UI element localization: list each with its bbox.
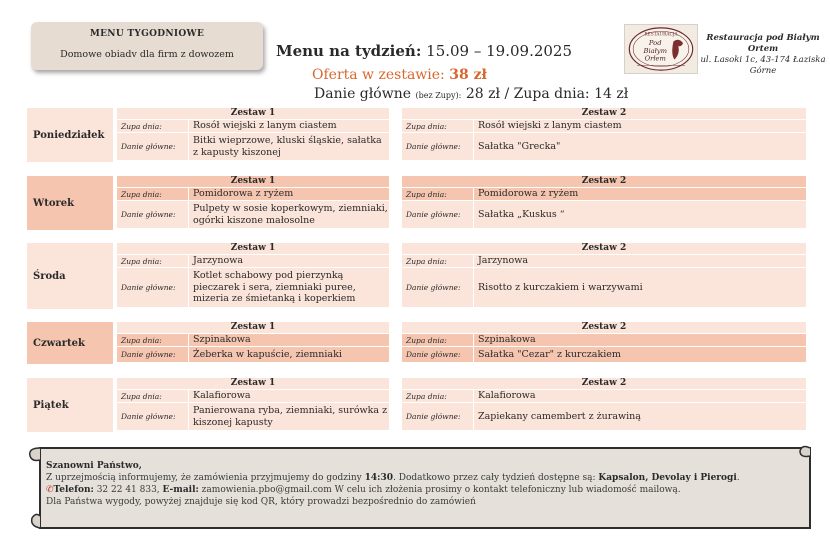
main-row <box>117 267 389 307</box>
main-value: Sałatka "Cezar" z kurczakiem <box>478 348 621 360</box>
footer-line1-end: . <box>736 473 740 483</box>
offer-label: Oferta w zestawie: <box>312 67 445 83</box>
soup-label: Zupa dnia: <box>117 188 189 200</box>
soup-label: Zupa dnia: <box>117 334 189 346</box>
price-rest: 28 zł / Zupa dnia: 14 zł <box>465 86 629 102</box>
email-text[interactable]: zamowienia.pbo@gmail.com W celu ich złożenia prosimy o kontakt telefoniczny lub wiadomość mailową. <box>198 485 681 495</box>
day-label: Środa <box>27 243 113 309</box>
phone-label: Telefon: <box>53 485 94 495</box>
footer-order-time: 14:30 <box>364 473 393 483</box>
set-header: Zestaw 1 <box>117 176 389 187</box>
menu-week-dates: 15.09 – 19.09.2025 <box>426 42 573 60</box>
restaurant-info <box>700 33 826 77</box>
menu-set2-block <box>402 378 806 430</box>
main-label: Danie główne: <box>402 133 474 160</box>
day-label: Wtorek <box>27 176 113 230</box>
main-value: Sałatka "Grecka" <box>478 140 561 152</box>
offer-price: 38 zł <box>449 67 487 83</box>
soup-value: Kalafiorowa <box>193 390 251 402</box>
footer-text <box>46 460 796 508</box>
soup-label: Zupa dnia: <box>117 390 189 402</box>
main-value: Sałatka „Kuskus “ <box>478 208 565 220</box>
set-header: Zestaw 2 <box>402 378 806 389</box>
main-label: Danie główne: <box>402 347 474 362</box>
restaurant-address: ul. Lasoki 1c, 43-174 Łaziska Górne <box>700 55 826 76</box>
soup-row <box>402 254 806 267</box>
soup-row <box>117 389 389 402</box>
main-value: Żeberka w kapuście, ziemniaki <box>193 348 342 360</box>
menu-set1-block <box>117 378 389 430</box>
main-row <box>117 132 389 160</box>
main-label: Danie główne: <box>402 403 474 430</box>
logo-line3: Orłem <box>644 54 666 63</box>
main-label: Danie główne: <box>117 201 189 228</box>
menu-set1-block <box>117 108 389 160</box>
badge-subtitle: Domowe obiadv dla firm z dowozem <box>60 49 234 60</box>
soup-value: Szpinakowa <box>193 334 251 346</box>
footer-greeting: Szanowni Państwo, <box>46 461 142 471</box>
day-label: Poniedziałek <box>27 108 113 162</box>
main-course-note: (bez Zupy): <box>415 91 462 100</box>
menu-set2-block <box>402 322 806 362</box>
soup-label: Zupa dnia: <box>402 255 474 267</box>
soup-label: Zupa dnia: <box>402 334 474 346</box>
menu-set1-block <box>117 243 389 307</box>
set-header: Zestaw 1 <box>117 378 389 389</box>
set-header: Zestaw 2 <box>402 243 806 254</box>
main-row <box>117 200 389 228</box>
soup-row <box>117 333 389 346</box>
soup-label: Zupa dnia: <box>402 120 474 132</box>
menu-set2-block <box>402 243 806 307</box>
soup-value: Kalafiorowa <box>478 390 536 402</box>
soup-value: Jarzynowa <box>193 255 244 267</box>
main-value: Bitki wieprzowe, kluski śląskie, sałatka z kapusty kiszonej <box>193 135 382 158</box>
logo-line2: Białym <box>643 46 667 55</box>
soup-label: Zupa dnia: <box>402 188 474 200</box>
menu-week-label: Menu na tydzień: <box>276 42 422 60</box>
main-value: Panierowana ryba, ziemniaki, surówka z kiszonej kapusty <box>193 405 388 428</box>
phone-number[interactable]: 32 22 41 833, <box>93 485 163 495</box>
menu-set2-block <box>402 176 806 228</box>
set-offer <box>312 67 487 83</box>
restaurant-logo <box>624 24 698 74</box>
main-label: Danie główne: <box>117 268 189 307</box>
phone-icon: ✆ <box>46 485 54 495</box>
main-label: Danie główne: <box>117 133 189 160</box>
set-header: Zestaw 1 <box>117 243 389 254</box>
soup-value: Pomidorowa z ryżem <box>193 188 294 200</box>
menu-set1-block <box>117 176 389 228</box>
footer-line3: Dla Państwa wygody, powyżej znajduje się kod QR, który prowadzi bezpośrednio do zamówień <box>46 497 476 507</box>
footer-line2 <box>46 484 796 496</box>
soup-value: Rosół wiejski z lanym ciastem <box>193 120 337 132</box>
logo-line1: Pod <box>648 39 662 48</box>
logo-top-text: RESTAURACJA <box>644 32 678 38</box>
soup-value: Rosół wiejski z lanym ciastem <box>478 120 622 132</box>
price-line <box>314 86 628 102</box>
restaurant-name: Restauracja pod Białym Ortem <box>706 33 820 54</box>
footer-line1-text: Z uprzejmością informujemy, że zamówienia przyjmujemy do godziny <box>46 473 365 483</box>
main-row <box>402 346 806 362</box>
main-label: Danie główne: <box>402 268 474 307</box>
main-label: Danie główne: <box>402 201 474 228</box>
soup-row <box>402 187 806 200</box>
main-row <box>402 200 806 228</box>
footer-scroll <box>28 444 812 534</box>
soup-row <box>117 187 389 200</box>
footer-extra-items: Kapsalon, Devolay i Pierogi <box>598 473 737 483</box>
footer-line1-text2: . Dodatkowo przez cały tydzień dostępne są: <box>393 473 599 483</box>
main-value: Risotto z kurczakiem i warzywami <box>478 281 643 293</box>
main-label: Danie główne: <box>117 403 189 430</box>
set-header: Zestaw 2 <box>402 176 806 187</box>
set-header: Zestaw 1 <box>117 108 389 119</box>
soup-row <box>117 254 389 267</box>
main-row <box>402 402 806 430</box>
menu-set2-block <box>402 108 806 160</box>
main-row <box>402 132 806 160</box>
main-label: Danie główne: <box>117 347 189 362</box>
menu-set1-block <box>117 322 389 362</box>
main-value: Zapiekany camembert z żurawiną <box>478 410 641 422</box>
soup-row <box>402 333 806 346</box>
main-value: Kotlet schabowy pod pierzynką pieczarek i sera, ziemniaki puree, mizeria ze śmietanką i koperkiem <box>193 270 356 305</box>
soup-row <box>402 389 806 402</box>
main-row <box>117 402 389 430</box>
menu-badge <box>31 22 263 70</box>
footer-line1 <box>46 472 796 484</box>
soup-label: Zupa dnia: <box>117 255 189 267</box>
main-row <box>117 346 389 362</box>
badge-title: MENU TYGODNIOWE <box>89 29 205 39</box>
main-row <box>402 267 806 307</box>
email-label: E-mail: <box>162 485 199 495</box>
set-header: Zestaw 1 <box>117 322 389 333</box>
main-value: Pulpety w sosie koperkowym, ziemniaki, ogórki kiszone małosolne <box>193 203 388 226</box>
soup-row <box>402 119 806 132</box>
main-course-label: Danie główne <box>314 86 412 102</box>
soup-value: Jarzynowa <box>478 255 529 267</box>
set-header: Zestaw 2 <box>402 108 806 119</box>
soup-label: Zupa dnia: <box>402 390 474 402</box>
day-label: Czwartek <box>27 322 113 364</box>
soup-value: Pomidorowa z ryżem <box>478 188 579 200</box>
menu-week-title <box>276 42 572 60</box>
day-label: Piątek <box>27 378 113 432</box>
soup-value: Szpinakowa <box>478 334 536 346</box>
soup-row <box>117 119 389 132</box>
soup-label: Zupa dnia: <box>117 120 189 132</box>
set-header: Zestaw 2 <box>402 322 806 333</box>
